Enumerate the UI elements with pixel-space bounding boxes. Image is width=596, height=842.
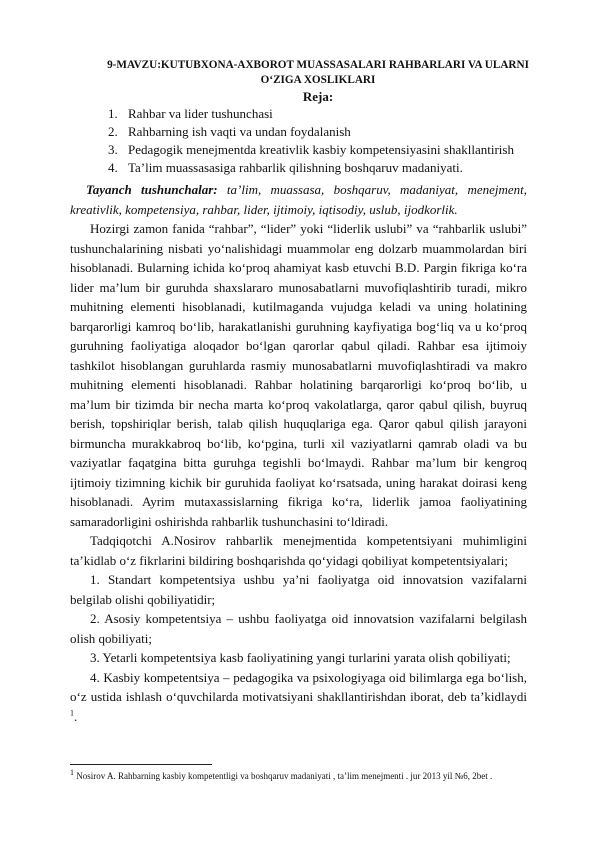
plan-item-text: Ta’lim muassasasiga rahbarlik qilishning boshqaruv madaniyati.: [128, 160, 463, 175]
footnote-text: Nosirov A. Rahbarning kasbiy kompetentligi va boshqaruv madaniyati , ta’lim menejmenti . jur 2013 yil №6, 2bet .: [74, 771, 493, 781]
keywords-label: Tayanch tushunchalar:: [86, 182, 218, 197]
plan-item-text: Pedagogik menejmentda kreativlik kasbiy kompetensiyasini shakllantirish: [128, 142, 514, 157]
plan-item: [108, 159, 514, 177]
footnote-reference[interactable]: 1: [70, 708, 74, 718]
paragraph-text: 4. Kasbiy kompetentsiya – pedagogika va psixologiyaga oid bilimlarga ega bo‘lish, o‘z ustida ishlash o‘quvchilarda motivatsiyani shakllantirishdan iborat, deb ta’kidlaydi: [70, 669, 527, 704]
plan-item-text: Rahbarning ish vaqti va undan foydalanish: [128, 124, 351, 139]
paragraph: Hozirgi zamon fanida “rahbar”, “lider” yoki “liderlik uslubi” va “rahbarlik uslubi” tushunchalarining nisbati yo‘nalishidagi muammolar eng dolzarb muammolardan biri hisoblanadi. Bularning ichida ko‘proq ahamiyat kasb etuvchi B.D. Pargin fikriga ko‘ra lider ma’lum bir guruhda shaxslararo munosabatlarni muvofiqlashtirib turadi, mikro muhitning elementi hisoblanadi, kutilmaganda vujudga keladi va uning holatining barqarorligi kamroq bo‘lib, harakatlanishi guruhning kayfiyatiga bog‘liq va u ko‘proq guruhning faoliyatiga aloqador bo‘lgan qarorlar qabul qiladi. Rahbar esa ijtimoiy tashkilot hisoblangan guruhlarda rasmiy munosabatlarni muvofiqlashtiradi va makro muhitning elementi hisoblanadi. Rahbar holatining barqarorligi ko‘proq bo‘lib, u ma’lum bir tizimda bir necha marta ko‘proq vakolatlarga, qaror qabul qilish, buyruq berish, topshiriqlar berish, talab qilish huquqlariga ega. Qaror qabul qilish jarayoni birmuncha murakkabroq bo‘lib, ko‘pgina, turli xil vaziyatlarni qamrab oladi va bu vaziyatlar faqatgina bitta guruhga tegishli bo‘lmaydi. Rahbar ma’lum bir kengroq ijtimoiy tizimning kichik bir guruhida faoliyat ko‘rsatsada, uning harakat doirasi keng hisoblanadi. Ayrim mutaxassislarning fikriga ko‘ra, liderlik jamoa faoliyatining samaradorligini oshirishda rahbarlik tushunchasini to‘ldiradi.: [70, 221, 527, 529]
page-title-line-2: O‘ZIGA XOSLIKLARI: [260, 74, 376, 86]
paragraph: 3. Yetarli kompetentsiya kasb faoliyatining yangi turlarini yarata olish qobiliyati;: [90, 650, 511, 665]
footnote-divider: [70, 764, 212, 765]
paragraph: 1. Standart kompetentsiya ushbu ya’ni faoliyatga oid innovatsion vazifalarni belgilab olishi qobiliyatidir;: [70, 572, 527, 607]
plan-item-number: 3.: [108, 142, 118, 157]
page-title-line-1: 9-MAVZU:KUTUBXONA-AXBOROT MUASSASALARI RAHBARLARI VA ULARNI: [107, 59, 529, 71]
paragraph: 4. Kasbiy kompetentsiya – pedagogika va psixologiyaga oid bilimlarga ega bo‘lish, o‘z ustida ishlash o‘quvchilarda motivatsiyani shakllantirishdan iborat, deb ta’kidlaydi $^1$.: [70, 669, 527, 724]
plan-item: [108, 105, 514, 123]
footnote-mark: 1: [70, 768, 74, 777]
plan-item-number: 1.: [108, 106, 118, 121]
keywords-text: ta’lim, muassasa, boshqaruv, madaniyat, menejment, kreativlik, kompetensiya, rahbar, lider, ijtimoiy, iqtisodiy, uslub, ijodkorlik.: [70, 182, 528, 217]
plan-item-number: 4.: [108, 160, 118, 175]
footnote: [70, 770, 540, 782]
paragraph: Tadqiqotchi A.Nosirov rahbarlik menejmentida kompetentsiyani muhimligini ta’kidlab o‘z fikrlarini bildiring boshqarishda qo‘yidagi qobiliyat kompetentsiyalari;: [70, 533, 527, 568]
plan-list: [108, 105, 514, 177]
body-text: [70, 180, 527, 726]
plan-item: [108, 123, 514, 141]
paragraph: 2. Asosiy kompetentsiya – ushbu faoliyatga oid innovatsion vazifalarni belgilash olish qobiliyati;: [70, 611, 527, 646]
plan-item-text: Rahbar va lider tushunchasi: [128, 106, 273, 121]
plan-item-number: 2.: [108, 124, 118, 139]
plan-heading: Reja:: [302, 89, 334, 104]
keywords-paragraph: [70, 180, 527, 219]
plan-item: [108, 141, 514, 159]
